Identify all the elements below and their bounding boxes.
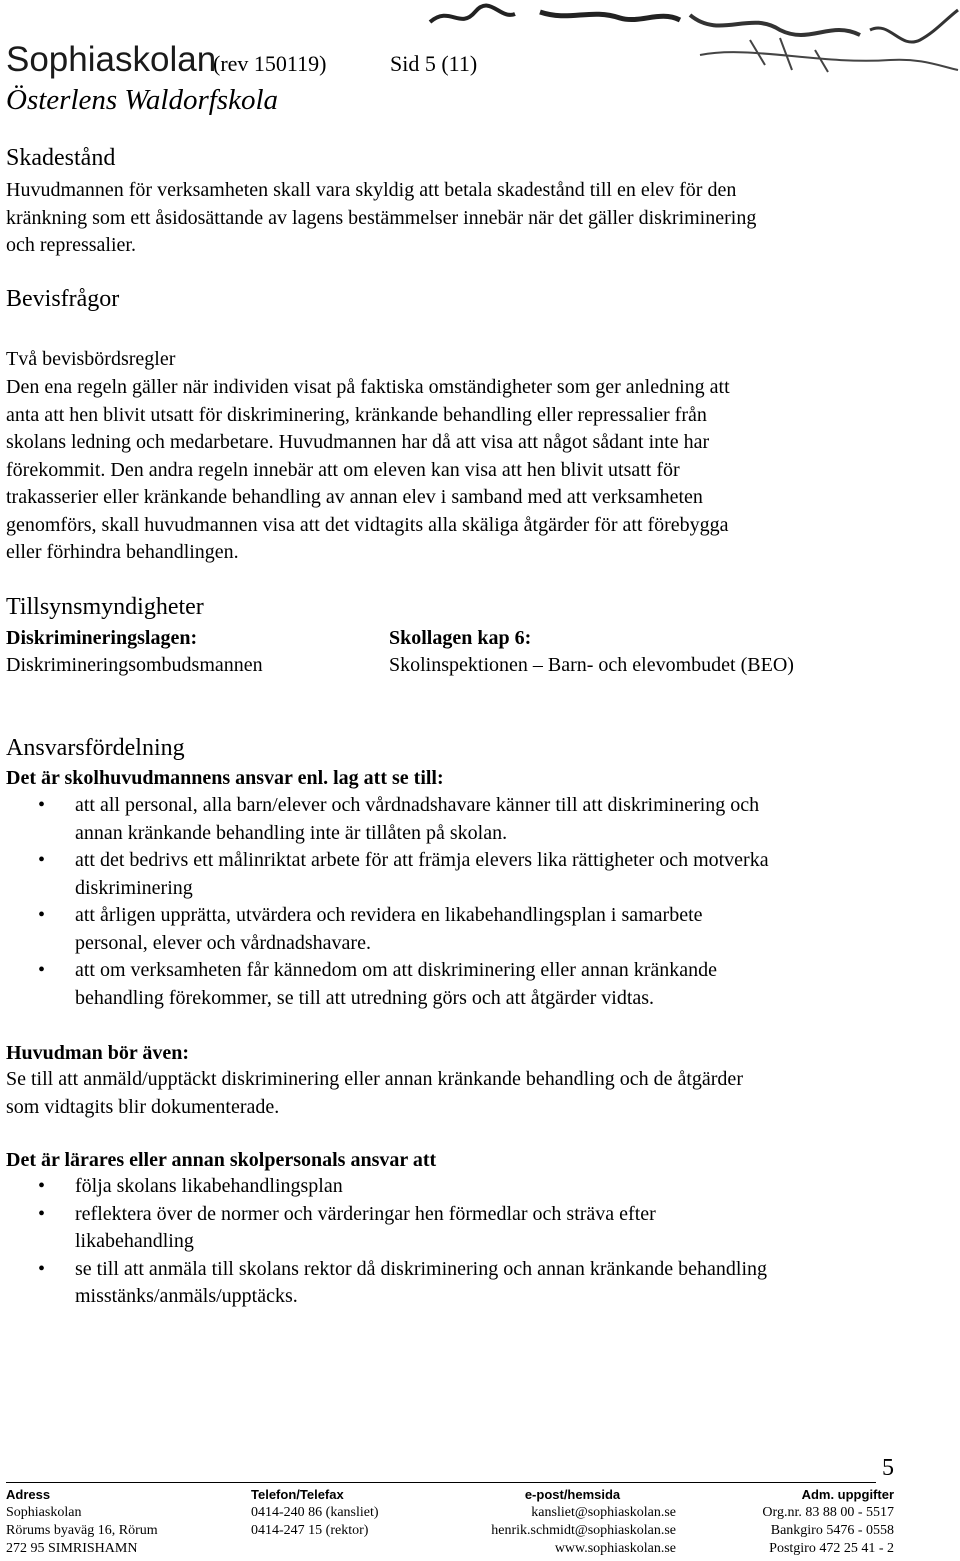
text-line: att all personal, alla barn/elever och vårdnadshavare känner till att diskriminering och [75, 794, 760, 816]
footer-adm-label: Adm. uppgifter [801, 1487, 894, 1502]
skadestand-text [6, 177, 906, 260]
text-line: att det bedrivs ett målinriktat arbete för att främja elevers lika rättigheter och motverka [75, 849, 769, 871]
bevis-text [6, 374, 906, 567]
skadestand-heading: Skadestånd [6, 145, 116, 171]
text-line: behandling förekommer, se till att utredning görs och att åtgärder vidtas. [75, 986, 655, 1009]
list-item: • att om verksamheten får kännedom om att diskriminering eller annan kränkande behandling förekommer, se till att utredning görs och att åtgärder vidtas. [0, 957, 920, 1012]
list-item: • följa skolans likabehandlingsplan [0, 1173, 920, 1201]
footer-divider [6, 1482, 876, 1483]
footer-epost-label: e-post/hemsida [524, 1487, 621, 1502]
bevis-subheading: Två bevisbördsregler [6, 348, 176, 370]
text-line: Se till att anmäld/upptäckt diskriminering eller annan kränkande behandling och de åtgärder [6, 1068, 743, 1090]
footer-telefon-label: Telefon/Telefax [251, 1487, 344, 1502]
bevis-heading: Bevisfrågor [6, 286, 120, 312]
text-line: se till att anmäla till skolans rektor då diskriminering och annan kränkande behandling [75, 1257, 768, 1280]
footer-adress-line: Sophiaskolan [6, 1505, 82, 1520]
text-line: trakasserier eller kränkande behandling av annan elev i samband med att verksamheten [6, 486, 703, 508]
larare-bullet-list [0, 1173, 920, 1311]
school-name: Sophiaskolan [6, 40, 217, 79]
footer-adress-line: Rörums byaväg 16, Rörum [6, 1523, 158, 1538]
text-line: genomförs, skall huvudmannen visa att det vidtagits alla skäliga åtgärder för att förebygga [6, 513, 729, 536]
text-line: kränkning som ett åsidosättande av lagens bestämmelser innebär när det gäller diskriminering [6, 206, 757, 229]
list-item: • att årligen upprätta, utvärdera och revidera en likabehandlingsplan i samarbete personal, elever och vårdnadshavare. [0, 902, 920, 957]
text-line: personal, elever och vårdnadshavare. [75, 931, 371, 954]
tillsyn-left-label: Diskrimineringslagen: [6, 627, 198, 649]
footer-adress-line: 272 95 SIMRISHAMN [6, 1541, 138, 1556]
text-line: att årligen upprätta, utvärdera och revidera en likabehandlingsplan i samarbete [75, 904, 703, 926]
text-line: Den ena regeln gäller när individen visat på faktiska omständigheter som ger anledning att [6, 376, 730, 398]
text-line: eller förhindra behandlingen. [6, 541, 239, 563]
footer-website-link[interactable]: www.sophiaskolan.se [554, 1541, 676, 1556]
footer-adm-line: Bankgiro 5476 - 0558 [770, 1523, 894, 1538]
list-item: • reflektera över de normer och värderingar hen förmedlar och sträva efter likabehandling [0, 1201, 920, 1256]
footer-adm-line: Postgiro 472 25 41 - 2 [769, 1541, 894, 1556]
text-line: skolans ledning och medarbetare. Huvudmannen har då att visa att något sådant inte har [6, 431, 710, 453]
school-subtitle: Österlens Waldorfskola [6, 84, 279, 116]
list-item: • att det bedrivs ett målinriktat arbete för att främja elevers lika rättigheter och motverka diskriminering [0, 847, 920, 902]
text-line: diskriminering [75, 876, 193, 899]
footer-adm-line: Org.nr. 83 88 00 - 5517 [762, 1505, 894, 1520]
text-line: följa skolans likabehandlingsplan [75, 1175, 343, 1197]
ansvar-bullet-list [0, 792, 920, 1012]
text-line: annan kränkande behandling inte är tillåten på skolan. [75, 821, 508, 844]
text-line: misstänks/anmäls/upptäcks. [75, 1285, 298, 1307]
tillsyn-heading: Tillsynsmyndigheter [6, 594, 204, 620]
text-line: att om verksamheten får kännedom om att diskriminering eller annan kränkande [75, 959, 718, 981]
list-item: • att all personal, alla barn/elever och vårdnadshavare känner till att diskriminering och annan kränkande behandling inte är tillåten på skolan. [0, 792, 920, 847]
page-reference: Sid 5 (11) [390, 51, 478, 76]
ansvar-heading: Ansvarsfördelning [6, 735, 185, 761]
list-item: • se till att anmäla till skolans rektor då diskriminering och annan kränkande behandling misstänks/anmäls/upptäcks. [0, 1256, 920, 1311]
text-line: reflektera över de normer och värderingar hen förmedlar och sträva efter [75, 1202, 656, 1225]
page-number: 5 [882, 1455, 894, 1481]
tillsyn-right-label: Skollagen kap 6: [389, 627, 532, 649]
text-line: likabehandling [75, 1230, 194, 1252]
text-line: anta att hen blivit utsatt för diskriminering, kränkande behandling eller repressalier från [6, 403, 707, 426]
footer-email-link[interactable]: kansliet@sophiaskolan.se [531, 1505, 676, 1520]
larare-heading: Det är lärares eller annan skolpersonals ansvar att [6, 1149, 437, 1171]
text-line: och repressalier. [6, 234, 136, 256]
footer-telefon-line: 0414-247 15 (rektor) [251, 1523, 369, 1538]
footer-telefon-line: 0414-240 86 (kansliet) [251, 1505, 379, 1520]
tillsyn-right-value: Skolinspektionen – Barn- och elevombudet (BEO) [389, 654, 794, 676]
header-signature-art [420, 0, 960, 85]
huvudman-text [6, 1066, 906, 1121]
text-line: förekommit. Den andra regeln innebär att om eleven kan visa att hen blivit utsatt för [6, 458, 680, 481]
footer-email-link[interactable]: henrik.schmidt@sophiaskolan.se [491, 1523, 676, 1538]
huvudman-heading: Huvudman bör även: [6, 1042, 190, 1064]
footer-adress-label: Adress [6, 1487, 51, 1502]
tillsyn-left-value: Diskrimineringsombudsmannen [6, 654, 263, 676]
revision: (rev 150119) [213, 51, 327, 76]
text-line: Huvudmannen för verksamheten skall vara skyldig att betala skadestånd till en elev för den [6, 179, 737, 201]
ansvar-lead: Det är skolhuvudmannens ansvar enl. lag att se till: [6, 767, 444, 789]
text-line: som vidtagits blir dokumenterade. [6, 1095, 280, 1118]
